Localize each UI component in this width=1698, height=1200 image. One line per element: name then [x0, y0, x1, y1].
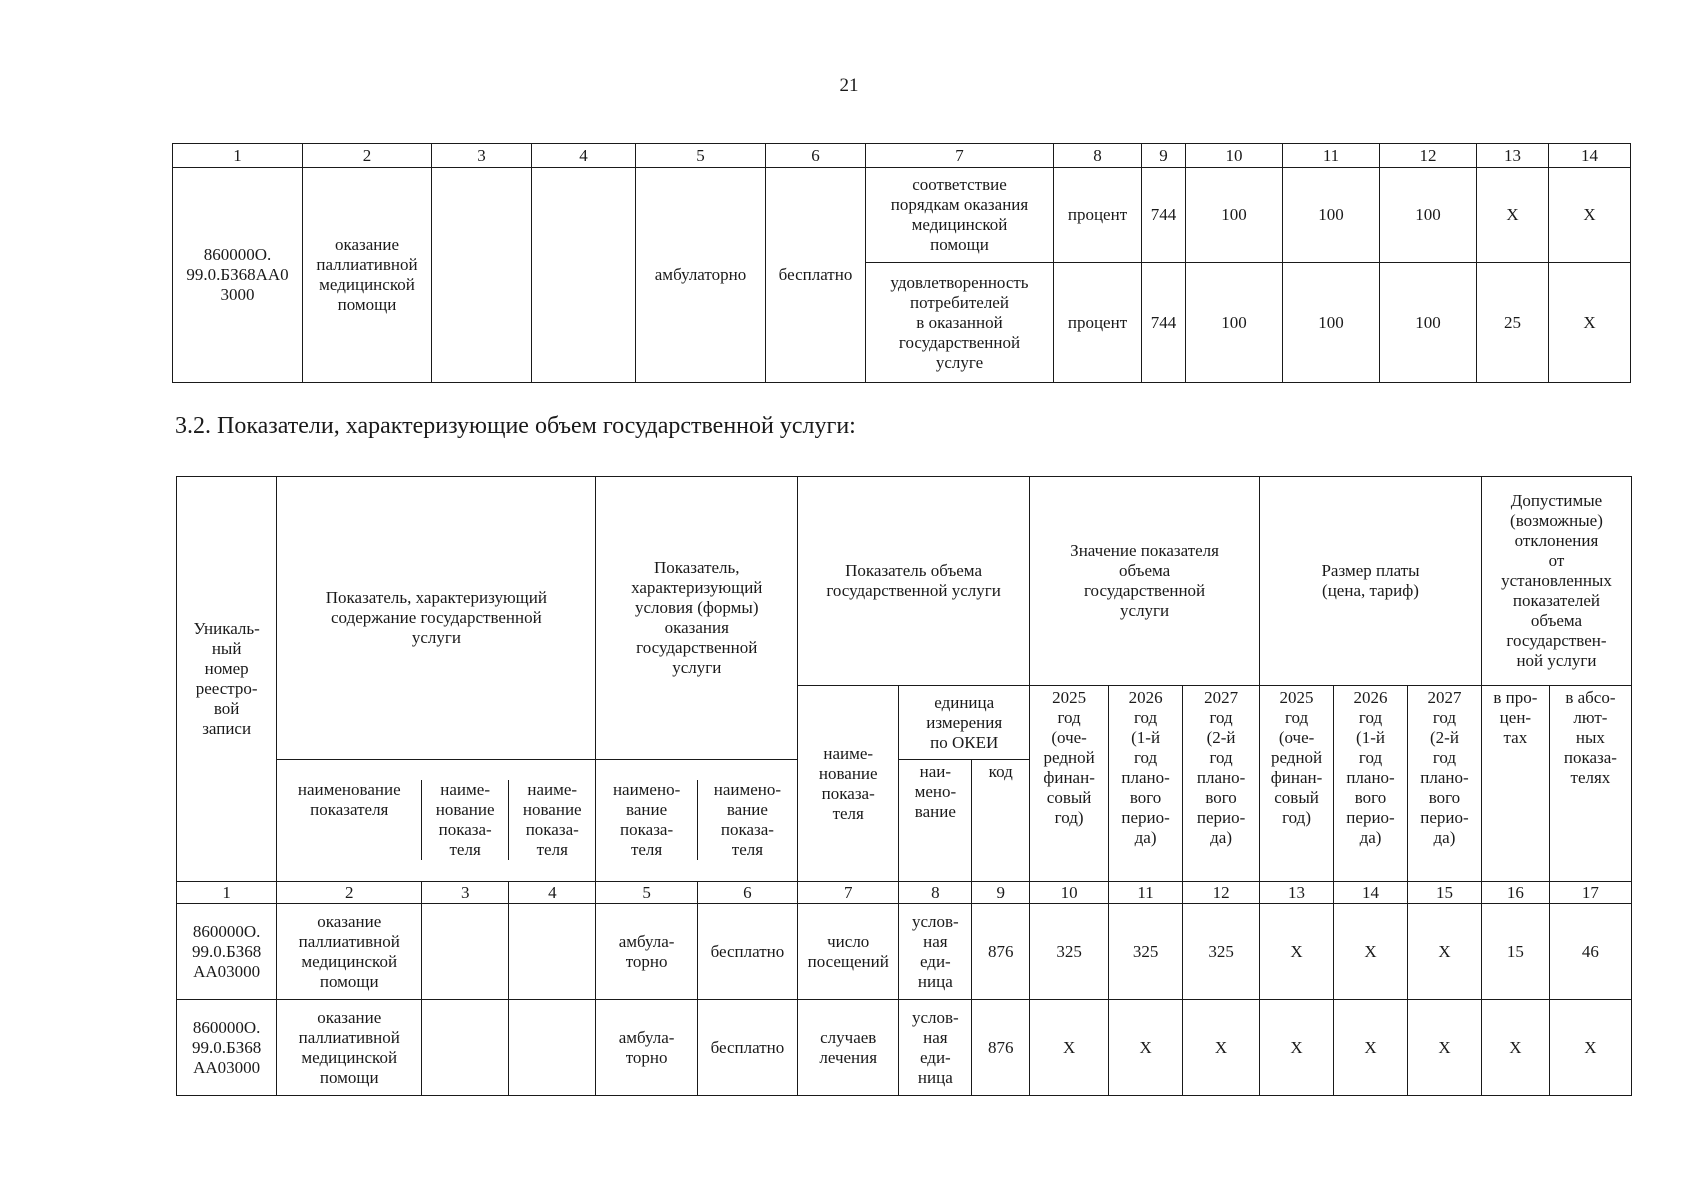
value-2025: 100 [1186, 263, 1283, 383]
column-number-row [177, 882, 1632, 904]
header-deviation-absolute: в абсо- лют- ных показа- телях [1549, 686, 1631, 882]
quality-indicators-table [172, 143, 1631, 383]
header-value-2026: 2026 год (1-й год плано- вого перио- да) [1109, 686, 1183, 882]
condition-subheader [596, 780, 797, 860]
col-number: 7 [798, 882, 899, 904]
payment-form: бесплатно [697, 1000, 797, 1096]
deviation-absolute: X [1549, 1000, 1631, 1096]
deviation-absolute: X [1549, 263, 1631, 383]
header-condition-c2: наимено- вание показа- теля [713, 780, 782, 859]
header-content-name: наименование показателя [277, 780, 421, 860]
deviation-percent: X [1481, 1000, 1549, 1096]
col-number: 17 [1549, 882, 1631, 904]
header-volume-name: наиме- нование показа- теля [798, 686, 899, 882]
fee-2025: X [1260, 1000, 1334, 1096]
volume-indicator: случаев лечения [798, 1000, 899, 1096]
header-condition-c1: наимено- вание показа- теля [596, 780, 697, 860]
unit-name: услов- ная еди- ница [899, 1000, 972, 1096]
fee-2025: X [1260, 904, 1334, 1000]
header-volume-group: Показатель объема государственной услуги [798, 477, 1030, 686]
empty-cell [432, 168, 532, 383]
header-fee-group: Размер платы (цена, тариф) [1260, 477, 1482, 686]
col-number: 5 [636, 144, 766, 168]
col-number: 4 [509, 882, 596, 904]
header-registry: Уникаль- ный номер реестро- вой записи [177, 477, 277, 882]
value-2025: X [1030, 1000, 1109, 1096]
deviation-percent: 25 [1477, 263, 1549, 383]
col-number: 14 [1334, 882, 1408, 904]
empty-cell [422, 1000, 509, 1096]
page-number: 21 [839, 75, 859, 96]
empty-cell [509, 1000, 596, 1096]
col-number: 5 [596, 882, 697, 904]
col-number: 10 [1030, 882, 1109, 904]
payment-form: бесплатно [766, 168, 866, 383]
col-number: 9 [1142, 144, 1186, 168]
service-content: оказание паллиативной медицинской помощи [303, 168, 432, 383]
fee-2027: X [1407, 1000, 1481, 1096]
value-2027: 100 [1380, 168, 1477, 263]
value-2026: 100 [1283, 168, 1380, 263]
col-number: 1 [173, 144, 303, 168]
unit-name: процент [1054, 168, 1142, 263]
header-fee-2025: 2025 год (оче- редной финан- совый год) [1260, 686, 1334, 882]
header-value-2027: 2027 год (2-й год плано- вого перио- да) [1183, 686, 1260, 882]
col-number: 9 [972, 882, 1030, 904]
header-deviation-group: Допустимые (возможные) отклонения от установленных показателей объема государствен- ной услуги [1481, 477, 1631, 686]
section-heading: 3.2. Показатели, характеризующие объем государственной услуги: [175, 413, 856, 439]
deviation-percent: 15 [1481, 904, 1549, 1000]
unit-code: 744 [1142, 263, 1186, 383]
col-number: 10 [1186, 144, 1283, 168]
value-2027: X [1183, 1000, 1260, 1096]
value-2026: 100 [1283, 263, 1380, 383]
header-fee-2027: 2027 год (2-й год плано- вого перио- да) [1407, 686, 1481, 882]
value-2027: 325 [1183, 904, 1260, 1000]
header-content-c3: наиме- нование показа- теля [522, 780, 582, 859]
col-number: 1 [177, 882, 277, 904]
header-content-group: Показатель, характеризующий содержание государственной услуги [277, 477, 596, 760]
value-2027: 100 [1380, 263, 1477, 383]
volume-indicator: число посещений [798, 904, 899, 1000]
header-fee-2026: 2026 год (1-й год плано- вого перио- да) [1334, 686, 1408, 882]
service-condition: амбулаторно [636, 168, 766, 383]
deviation-absolute: X [1549, 168, 1631, 263]
value-2026: X [1109, 1000, 1183, 1096]
column-number-row [173, 144, 1631, 168]
col-number: 7 [866, 144, 1054, 168]
col-number: 12 [1380, 144, 1477, 168]
col-number: 3 [422, 882, 509, 904]
col-number: 2 [277, 882, 422, 904]
unit-name: процент [1054, 263, 1142, 383]
service-condition: амбула- торно [596, 1000, 697, 1096]
indicator-name: соответствие порядкам оказания медицинской помощи [866, 168, 1054, 263]
col-number: 16 [1481, 882, 1549, 904]
col-number: 8 [899, 882, 972, 904]
header-condition-sub [596, 760, 798, 882]
deviation-absolute: 46 [1549, 904, 1631, 1000]
payment-form: бесплатно [697, 904, 797, 1000]
col-number: 11 [1109, 882, 1183, 904]
registry-number: 860000О. 99.0.БЗ68АА0 3000 [173, 168, 303, 383]
header-unit-code: код [972, 760, 1030, 882]
service-content: оказание паллиативной медицинской помощи [277, 904, 422, 1000]
col-number: 2 [303, 144, 432, 168]
header-value-2025: 2025 год (оче- редной финан- совый год) [1030, 686, 1109, 882]
header-unit-group: единица измерения по ОКЕИ [899, 686, 1030, 760]
registry-number: 860000О. 99.0.БЗ68 АА03000 [177, 1000, 277, 1096]
fee-2026: X [1334, 904, 1408, 1000]
header-content-c2: наиме- нование показа- теля [422, 780, 509, 860]
deviation-percent: X [1477, 168, 1549, 263]
unit-code: 876 [972, 904, 1030, 1000]
fee-2027: X [1407, 904, 1481, 1000]
empty-cell [509, 904, 596, 1000]
header-value-group: Значение показателя объема государственной услуги [1030, 477, 1260, 686]
registry-number: 860000О. 99.0.БЗ68 АА03000 [177, 904, 277, 1000]
header-content-c1 [277, 760, 596, 882]
table-row [177, 904, 1632, 1000]
fee-2026: X [1334, 1000, 1408, 1096]
col-number: 6 [766, 144, 866, 168]
table-row [173, 168, 1631, 263]
service-condition: амбула- торно [596, 904, 697, 1000]
col-number: 14 [1549, 144, 1631, 168]
indicator-name: удовлетворенность потребителей в оказанной государственной услуге [866, 263, 1054, 383]
value-2025: 325 [1030, 904, 1109, 1000]
content-subheader [277, 780, 595, 860]
empty-cell [532, 168, 636, 383]
service-content: оказание паллиативной медицинской помощи [277, 1000, 422, 1096]
col-number: 12 [1183, 882, 1260, 904]
unit-code: 876 [972, 1000, 1030, 1096]
header-condition-group: Показатель, характеризующий условия (формы) оказания государственной услуги [596, 477, 798, 760]
unit-code: 744 [1142, 168, 1186, 263]
volume-indicators-table [176, 476, 1632, 1096]
col-number: 4 [532, 144, 636, 168]
col-number: 6 [697, 882, 797, 904]
col-number: 8 [1054, 144, 1142, 168]
empty-cell [422, 904, 509, 1000]
header-unit-name: наи- мено- вание [899, 760, 972, 882]
value-2025: 100 [1186, 168, 1283, 263]
col-number: 15 [1407, 882, 1481, 904]
col-number: 11 [1283, 144, 1380, 168]
col-number: 13 [1260, 882, 1334, 904]
value-2026: 325 [1109, 904, 1183, 1000]
header-deviation-percent: в про- цен- тах [1481, 686, 1549, 882]
unit-name: услов- ная еди- ница [899, 904, 972, 1000]
col-number: 3 [432, 144, 532, 168]
header-row [177, 477, 1632, 686]
table-row [177, 1000, 1632, 1096]
col-number: 13 [1477, 144, 1549, 168]
